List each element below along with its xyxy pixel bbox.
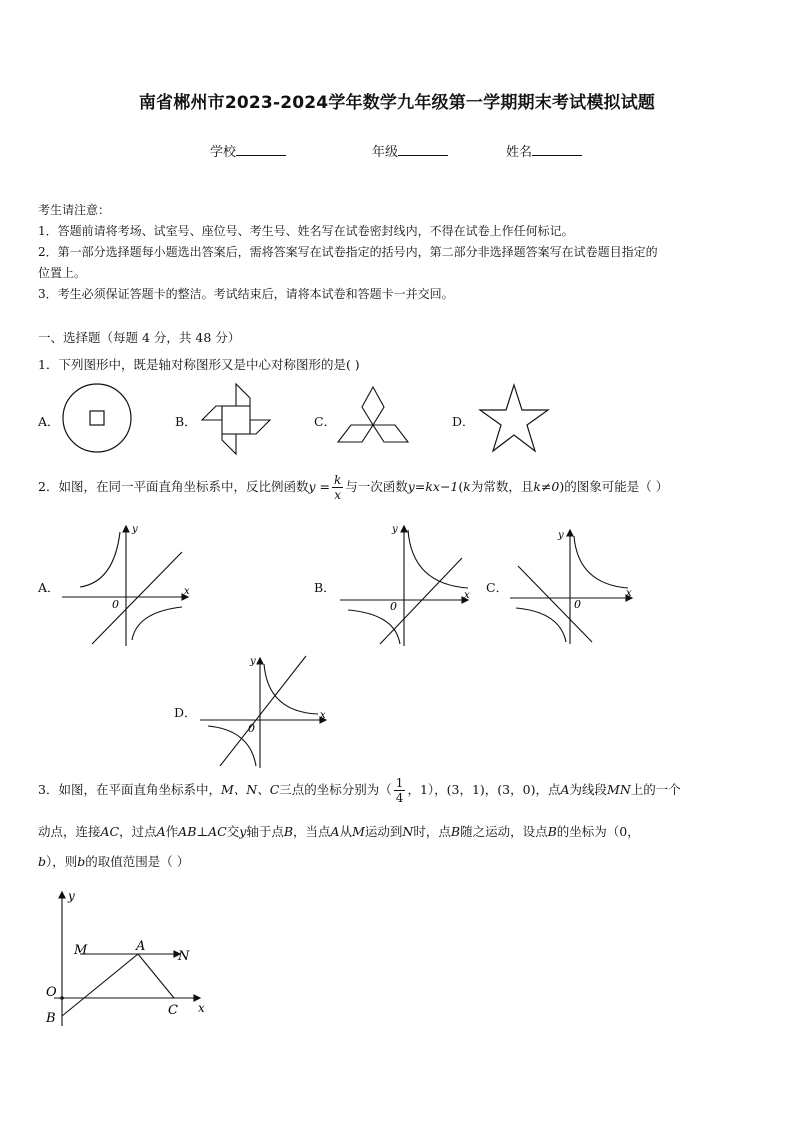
axis-y-label: y [392,524,398,535]
q3-var: A [156,824,166,839]
fig-c-label: C [168,1003,178,1018]
q3-var: M、N、C [220,782,280,797]
q2-option-b-label[interactable]: B． [314,580,336,595]
q3-var: AC [100,824,120,839]
origin-label: 0 [112,598,119,611]
q3-text: 为线段 [569,782,608,797]
q1-option-d-label[interactable]: D． [452,414,475,429]
school-label: 学校 [210,145,237,160]
school-field [210,141,286,160]
q3-var: A [330,824,340,839]
q3-var: M [352,824,365,839]
triple-rhombus-figure-icon [338,387,408,445]
name-blank[interactable] [532,143,582,156]
axis-x-label: x [320,710,326,721]
origin-label: 0 [390,600,397,613]
q3-text: 轴于点 [246,824,284,839]
q3-line3 [38,852,189,870]
page-title: 南省郴州市2023-2024学年数学九年级第一学期期末考试模拟试题 [138,93,656,113]
notice-item: 3．考生必须保证答题卡的整洁。考试结束后，请将本试卷和答题卡一并交回。 [38,287,454,301]
q2-option-a-label[interactable]: A． [38,580,60,595]
q3-text: 运动到 [364,824,403,839]
q3-var: MN [607,782,631,797]
notice-item: 位置上。 [38,266,87,280]
q2-frac-num: k [333,473,342,487]
q3-text: ，过点 [119,824,157,839]
fig-y-label: y [68,889,75,903]
fig-x-label: x [198,1001,205,1015]
notice-item: 1．答题前请将考场、试室号、座位号、考生号、姓名写在试卷密封线内，不得在试卷上作任何标记。 [38,224,574,238]
notice-item: 2．第一部分选择题每小题选出答案后，需将答案写在试卷指定的括号内，第二部分非选择题答案写在试卷题目指定的 [38,245,658,259]
pinwheel-figure-icon [200,384,272,454]
q1-stem: 1．下列图形中，既是轴对称图形又是中心对称图形的是( ) [38,357,360,372]
q3-text: 从 [339,824,353,839]
q3-text: 的坐标为（0， [556,824,640,839]
q2-stem-text: 与一次函数 [345,479,408,494]
q3-var: B [450,824,461,839]
grade-label: 年级 [372,145,399,160]
q3-text: ，当点 [293,824,331,839]
q1-option-a-label[interactable]: A． [38,414,60,429]
axis-x-label: x [184,586,190,597]
q2-cond: k≠0 [533,479,560,494]
axis-y-label: y [558,530,564,541]
fig-a-label: A [136,939,146,954]
notice-heading: 考生请注意： [38,203,111,217]
star-figure-icon [478,383,550,455]
q3-var: N [402,824,414,839]
q2-stem [38,473,668,502]
q2-option-c-label[interactable]: C． [486,580,509,595]
q3-text: 三点的坐标分别为（ [279,782,392,797]
q2-stem-text: ( [458,479,464,494]
q2-graph-a [62,522,192,648]
q3-frac-num: 1 [395,776,404,790]
q3-text: 上的一个 [630,782,681,797]
q3-var: y [239,824,247,839]
q2-frac-den: x [334,488,342,502]
q3-var: AC [208,824,227,839]
q1-option-c-label[interactable]: C． [314,414,337,429]
q3-text: 动点，连接 [38,824,101,839]
notice-block [38,200,658,305]
q2-stem-text: 2．如图，在同一平面直角坐标系中，反比例函数 [38,479,309,494]
q3-var: B [283,824,294,839]
q2-fraction [332,473,343,502]
school-blank[interactable] [236,143,286,156]
q2-stem-text: )的图象可能是（ ） [559,479,669,494]
q3-text: 时，点 [413,824,451,839]
q3-var: b [38,854,47,869]
q1-option-b-label[interactable]: B． [175,414,197,429]
q3-text: 交 [226,824,240,839]
fig-o-label: O [46,985,57,1000]
origin-label: 0 [248,722,255,735]
q2-k-var: k [463,479,471,494]
q3-figure [40,888,210,1028]
q3-var: b [77,854,86,869]
q3-text: ，1），(3，1)，(3，0)，点 [407,782,561,797]
section-heading: 一、选择题（每题 4 分，共 48 分） [38,330,241,345]
axis-x-label: x [626,588,632,599]
axis-y-label: y [132,524,138,535]
fig-n-label: N [178,949,190,964]
axis-y-label: y [250,656,256,667]
q3-var: AB [178,824,197,839]
q2-stem-text: 为常数，且 [470,479,534,494]
q3-text: ），则 [46,854,78,869]
q2-graph-c [510,526,636,646]
q3-frac-den: 4 [395,791,404,805]
axis-x-label: x [464,590,470,601]
q2-linear: y=kx−1 [407,479,459,494]
q2-y-eq: y = [308,479,330,494]
origin-label: 0 [574,598,581,611]
name-field [506,141,582,160]
q2-graph-d [200,654,332,772]
coin-figure-icon [62,383,134,455]
grade-blank[interactable] [398,143,448,156]
name-label: 姓名 [506,145,533,160]
q2-graph-b [340,522,474,648]
q3-text: 的取值范围是（ ） [85,854,190,869]
q3-text: 作 [165,824,179,839]
fig-m-label: M [74,943,88,958]
q3-text: 3．如图，在平面直角坐标系中， [38,782,221,797]
q3-text: 随之运动，设点 [460,824,548,839]
q3-fraction [394,776,406,805]
q3-line2 [38,822,640,840]
q3-var: A [560,782,570,797]
q3-line1 [38,776,681,805]
q3-var: B [547,824,557,839]
fig-b-label: B [46,1011,56,1026]
grade-field [372,141,448,160]
q2-option-d-label[interactable]: D． [174,705,197,720]
q3-text: ⊥ [196,824,209,839]
